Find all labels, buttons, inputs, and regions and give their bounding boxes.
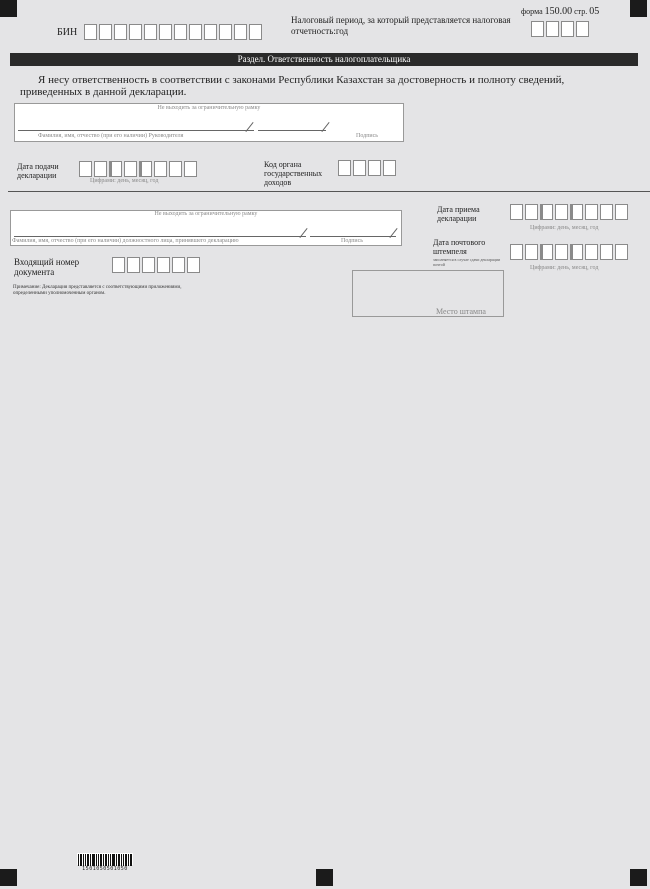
incoming-number-label: Входящий номер документа	[14, 257, 80, 277]
declaration-note: Примечание: Декларация представляется с соответствующими приложениями, определенными уполномоченным органом.	[13, 285, 182, 296]
barcode-bars	[77, 854, 133, 866]
form-header	[521, 6, 599, 17]
incoming-number-cells[interactable]	[112, 257, 202, 273]
receipt-date-cells[interactable]	[510, 204, 630, 220]
postmark-date-cells[interactable]	[510, 244, 630, 260]
barcode-number: 1501050501050	[82, 866, 128, 872]
official-signature-line	[310, 236, 396, 237]
official-name-line	[14, 236, 306, 237]
form-label: форма	[521, 7, 543, 16]
form-number: 150.00	[544, 6, 573, 17]
corner-marker-bottom-right	[630, 869, 647, 886]
taxpayer-name-line	[18, 130, 254, 131]
submission-date-hint: Цифрами: день, месяц, год	[90, 178, 159, 184]
postmark-date-label: Дата почтового штемпеля	[433, 238, 486, 256]
corner-marker-bottom-left	[0, 869, 17, 886]
stamp-place-label: Место штампа	[436, 307, 486, 316]
submission-date-cells[interactable]	[79, 161, 199, 177]
receipt-date-hint: Цифрами: день, месяц, год	[530, 225, 599, 231]
revenue-code-label: Код органа государственных доходов	[264, 160, 323, 187]
tax-year-cells[interactable]	[531, 21, 591, 37]
bin-cells[interactable]	[84, 24, 264, 40]
official-frame-note: Не выходить за ограничительную рамку	[154, 211, 258, 217]
receipt-date-label: Дата приема декларации	[437, 205, 480, 223]
postmark-date-hint: Цифрами: день, месяц, год	[530, 265, 599, 271]
official-signature-caption: Подпись	[341, 238, 364, 244]
section-title-bar: Раздел. Ответственность налогоплательщика	[10, 53, 638, 66]
corner-marker-top-right	[630, 0, 647, 17]
revenue-code-cells[interactable]	[338, 160, 398, 176]
official-name-caption: Фамилия, имя, отчество (при его наличии) должностного лица, принявшего декларацию	[12, 238, 239, 244]
taxpayer-name-caption: Фамилия, имя, отчество (при его наличии) Руководителя	[38, 133, 184, 139]
barcode-graphic	[77, 853, 133, 865]
corner-marker-top-left	[0, 0, 17, 17]
section-divider	[8, 191, 650, 192]
page-label: стр.	[574, 7, 588, 16]
taxpayer-frame-note: Не выходить за ограничительную рамку	[157, 105, 261, 111]
page-number: 05	[589, 6, 600, 17]
taxpayer-signature-caption: Подпись	[356, 133, 379, 139]
taxpayer-signature-line	[258, 130, 326, 131]
corner-marker-bottom-middle	[316, 869, 333, 886]
submission-date-label: Дата подачи декларации	[17, 162, 59, 180]
postmark-sublabel: заполняется в случае сдачи декларации почтой	[433, 257, 501, 267]
tax-period-label: Налоговый период, за который представляется налоговая отчетность:год	[291, 15, 511, 36]
responsibility-statement: Я несу ответственность в соответствии с законами Республики Казахстан за достоверность и полноту сведений, приведенных в данной декларации.	[20, 74, 565, 98]
bin-label: БИН	[57, 27, 78, 38]
